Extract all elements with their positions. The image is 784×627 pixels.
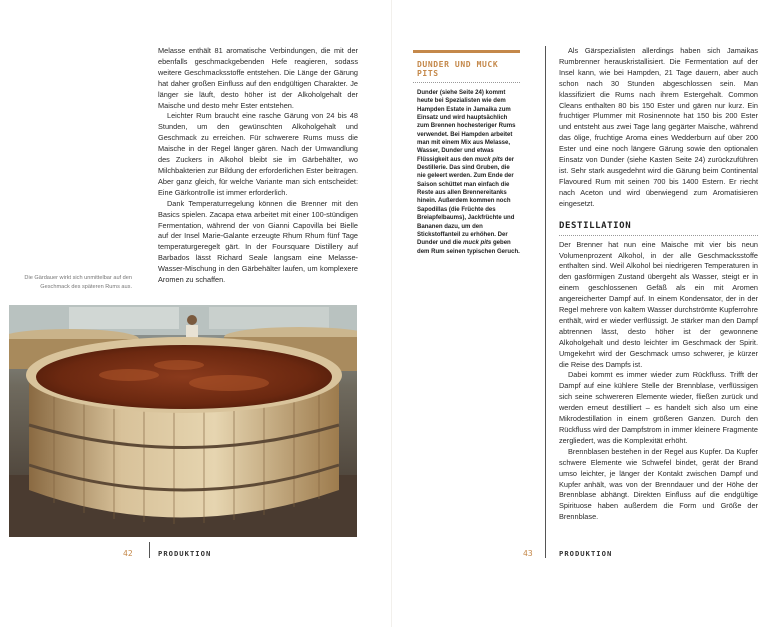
paragraph: Leichter Rum braucht eine rasche Gärung von 24 bis 48 Stunden, um den gewünschten Alkoholgehalt und Geschmack zu erreichen. Für schwerere Rums muss die Maische in der Regel länger gären. Nach der Umwandlung des Zuckers in Alkohol bleibt sie im Gärbehälter, wo Milchbakterien zur Bildung der erforderlichen Ester beitragen. Aber ganz gleich, für welche Variante man sich entscheidet: Eine Gärkontrolle ist immer erforderlich. — [158, 111, 358, 197]
right-body-text — [559, 46, 758, 523]
sidebar-accent-bar — [413, 50, 520, 53]
divider — [413, 82, 520, 83]
left-body-text — [158, 46, 358, 286]
sidebar-box — [413, 50, 520, 256]
footer-rule — [149, 542, 150, 558]
divider — [559, 235, 758, 236]
paragraph: Der Brenner hat nun eine Maische mit vier bis neun Volumenprozent Alkohol, in der alle Geschmacksstoffe enthalten sind. Weil Alkohol bei niedrigeren Temperaturen in den gasförmigen Zustand übergeht als Wasser, steigt er in einem geschlossenen Gefäß als ein mit Aromen angereicherter Dampf auf. In einem Kondensator, der in der Regel mehrere von kaltem Wasser durchströmte Kupferrohre enthält, wird er wieder verflüssigt. Je stärker man den Dampf abtrennen lässt, desto höher ist der gewonnene Alkoholgehalt und desto leichter im Geschmack der Spirit. Umgekehrt wird der Geschmack umso schwerer, je kürzer die Reise des Dampfs ist. — [559, 239, 758, 369]
sidebar-text: Dunder (siehe Seite 24) kommt heute bei Spezialisten wie dem Hampden Estate in Jamaika zum Einsatz und wird hauptsächlich zum Brennen hochesteriger Rums verwendet. Bei Hampden arbeitet man mit einem Mix aus Melasse, Wasser, Dunder und etwas Flüssigkeit aus den muck pits der Destillerie. Das sind Gruben, die nie geleert werden. Zum Ende der Saison schüttet man einfach die Reste aus allen Brennereitanks hinein. Außerdem kommen noch Sapodillas (die Früchte des Breiapfelbaums), Jackfrüchte und Bananen dazu, um den Stickstoffanteil zu erhöhen. Der Dunder und die muck pits geben dem Rum seinen typischen Geruch. — [417, 90, 520, 255]
photo-caption: Die Gärdauer wirkt sich unmittelbar auf den Geschmack des späteren Rums aus. — [24, 275, 132, 290]
column-rule — [545, 46, 546, 558]
running-footer: PRODUKTION — [158, 549, 212, 558]
running-footer: PRODUKTION — [559, 549, 613, 558]
page-number: 42 — [123, 549, 133, 558]
paragraph: Melasse enthält 81 aromatische Verbindungen, die mit der ebenfalls geschmackgebenden Hefe reagieren, sodass weitere Geschmacksstoffe entstehen. Die Länge der Gärung hat daher großen Einfluss auf den endgültigen Charakter. Je länger sie läuft, desto höher ist der Alkoholgehalt der Maische und desto mehr Ester entstehen. — [158, 46, 358, 110]
page-number: 43 — [523, 549, 533, 558]
paragraph: Dank Temperaturregelung können die Brenner mit den Basics spielen. Zacapa etwa arbeitet mit einer 100-stündigen Fermentation, während der von Gianni Capovilla bei Bielle auf der Insel Marie-Galante erzeugte Rhum Rhum fünf Tage temperaturgeregelt gärt. In der Foursquare Distillery auf Barbados lässt Richard Seale langsam eine Melasse-Wasser-Mischung in den Gärbehälter laufen, um komplexere Aromen zu schaffen. — [158, 198, 358, 285]
paragraph: Brennblasen bestehen in der Regel aus Kupfer. Da Kupfer schwere Elemente wie Schwefel bindet, gerät der Brand umso leichter, je länger der Kontakt zwischen Dampf und Kupfer anhält, was von der Brenndauer und der Höhe der Brennblase abhängt. Direkten Einfluss auf die endgültige Spirituose haben außerdem die Form und Größe der Brennblase. — [559, 446, 758, 522]
paragraph: Als Gärspezialisten allerdings haben sich Jamaikas Rumbrenner herauskristallisiert. Die Fermentation auf der Insel kann, wie bei Hampden, 21 Tage dauern, aber auch schon nach 30 Stunden abgeschlossen sein. Man klassifiziert die Rums nach ihrem Estergehalt. Common Cleans enthalten 80 bis 150 Ester und gären nur kurz. Ein fruchtiger Plummer mit Rosinennote hat 150 bis 200 Ester und entsteht aus zwei Tage lang gegärter Maische, während das ölige, fruchtige Aroma eines Wedderburn auf über 200 Ester und eine noch längere Gärung sowie den optionalen Einsatz von Dunder (siehe Kasten Seite 24) zurückzuführen ist. Sehr stark ausgedehnt wird die Gärung beim Continental Flavoured Rum mit seinen 700 bis 1400 Estern. Er riecht nach Aceton und wird überwiegend zum Aromatisieren eingesetzt. — [559, 46, 758, 208]
section-heading: DESTILLATION — [559, 220, 632, 231]
sidebar-title: DUNDER UND MUCK PITS — [417, 60, 499, 78]
paragraph: Dabei kommt es immer wieder zum Rückfluss. Trifft der Dampf auf eine kühlere Stelle der Brennblase, verflüssigen sich seine schwereren Elemente wieder, fließen zurück und werden erneut destilliert – es handelt sich also um eine Mikrodestillation in einem größeren Ganzen. Durch den Rückfluss wird der Dampfstrom in immer kleinere Fragmente zergliedert, was die Komplexität erhöht. — [559, 370, 758, 445]
right-page — [392, 0, 784, 627]
fermentation-vat-photo — [9, 305, 357, 537]
